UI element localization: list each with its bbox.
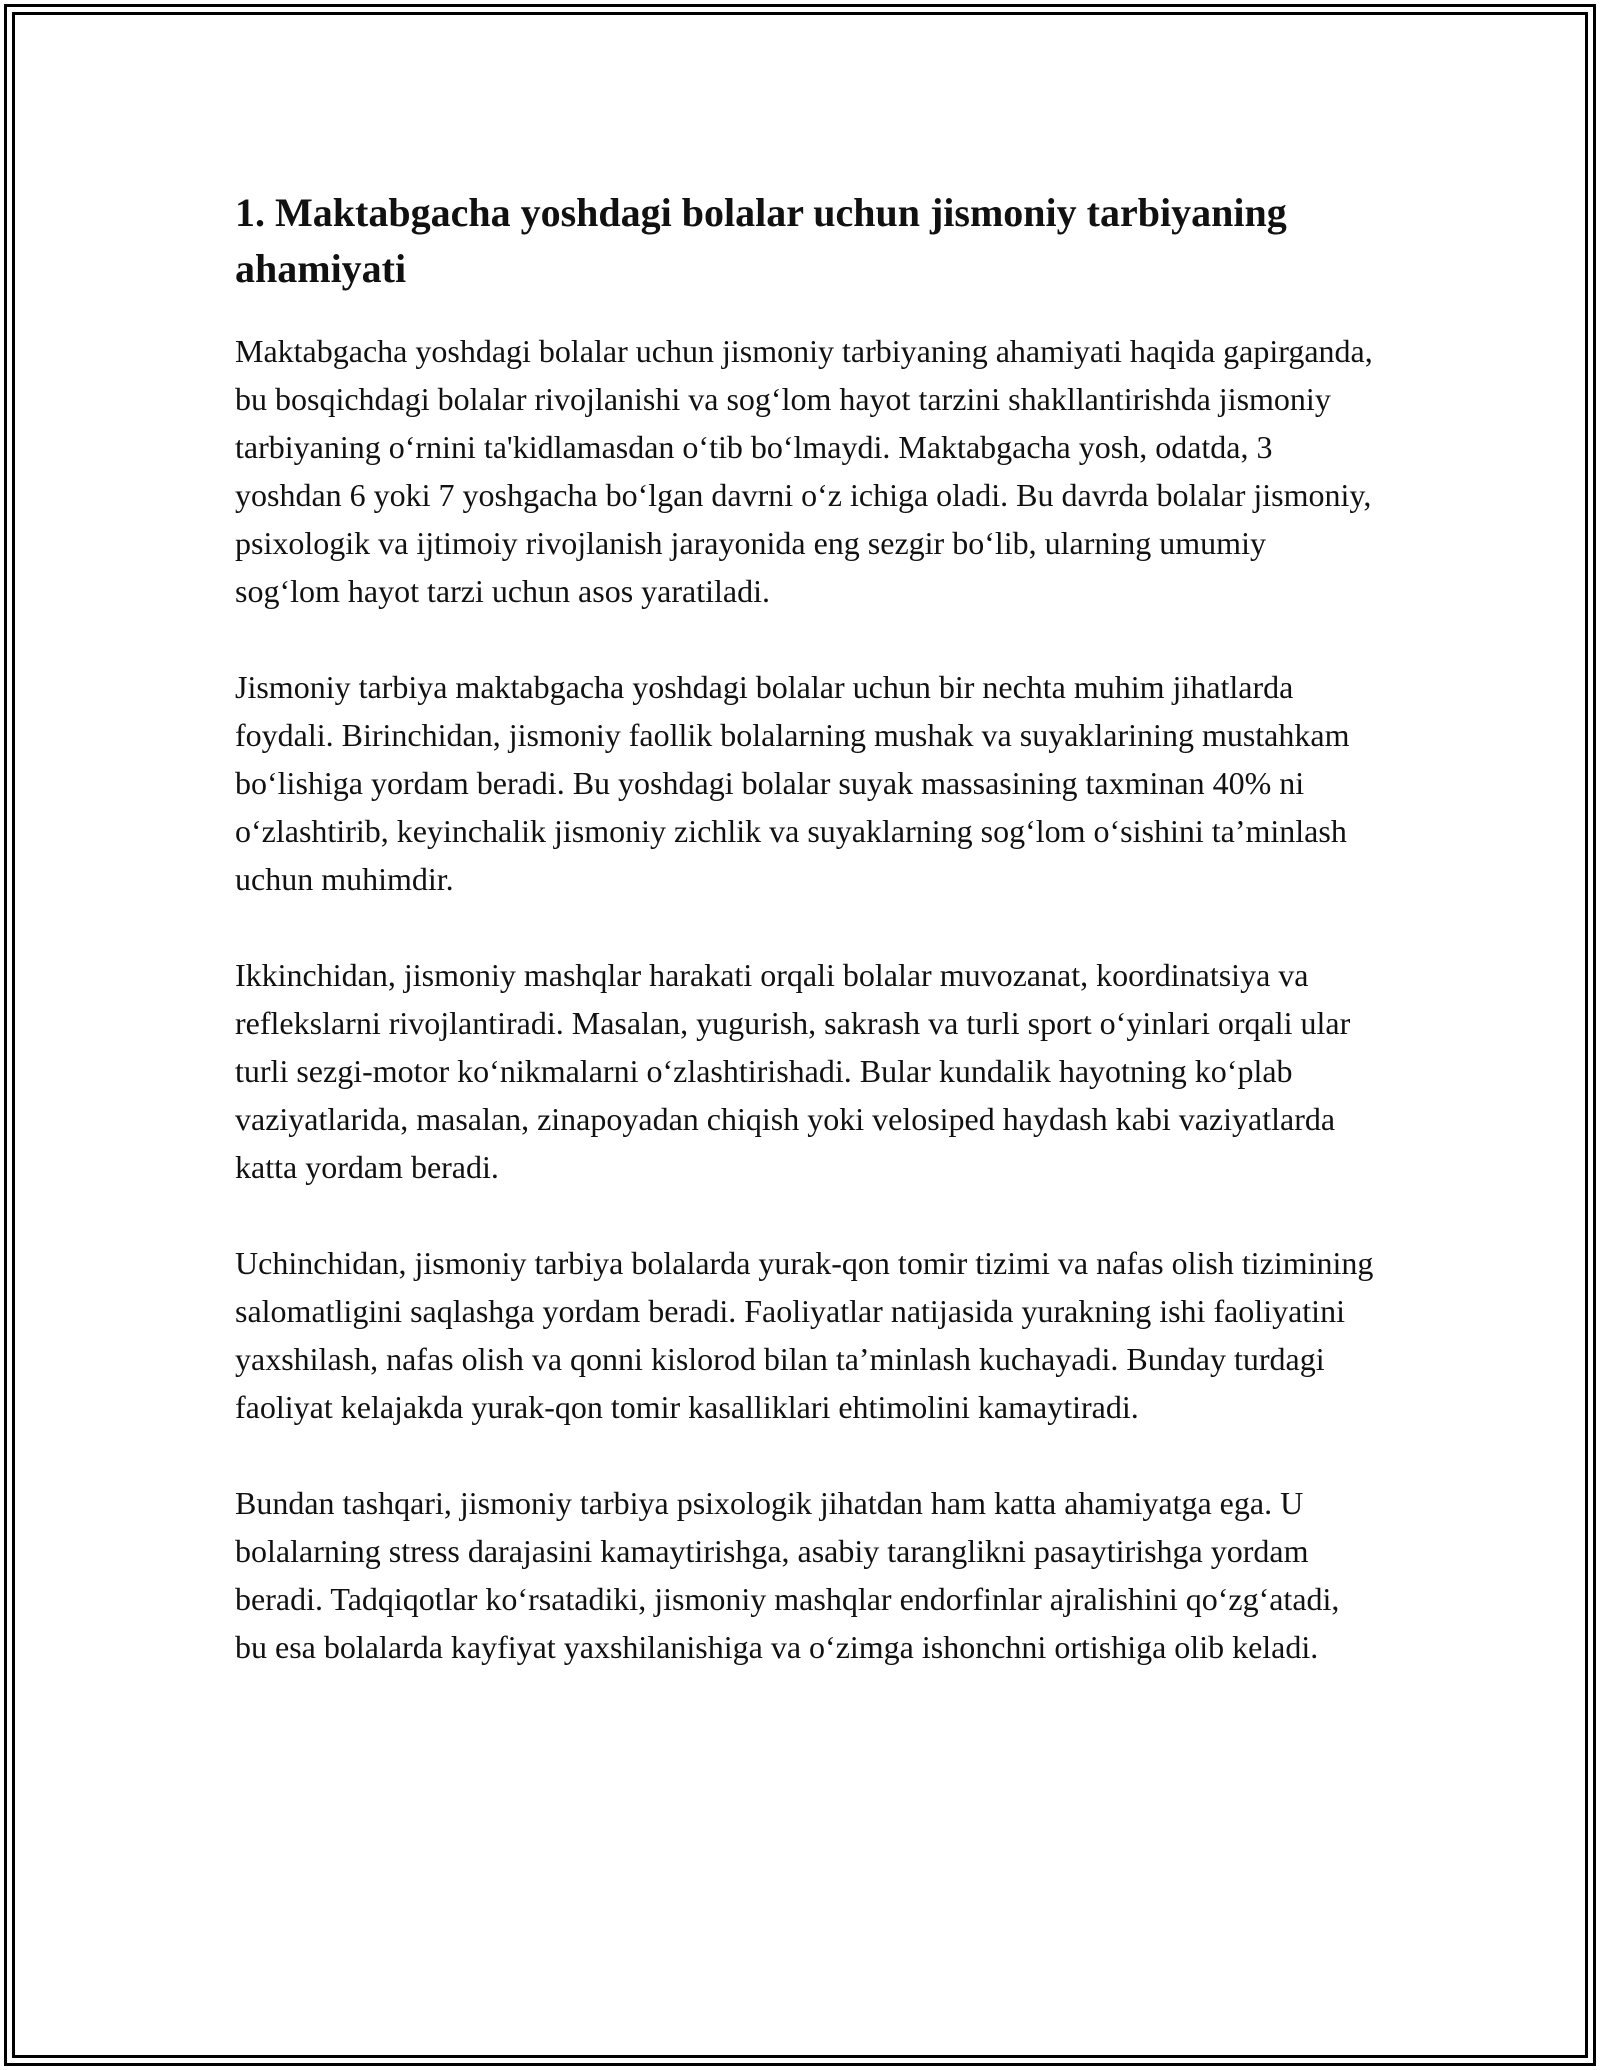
paragraph-3: Ikkinchidan, jismoniy mashqlar harakati orqali bolalar muvozanat, koordinatsiya va reflekslarni rivojlantiradi. Masalan, yugurish, sakrash va turli sport o‘yinlari orqali ular turli sezgi-motor ko‘nikmalarni o‘zlashtirishadi. Bular kundalik hayotning ko‘plab vaziyatlarida, masalan, zinapoyadan chiqish yoki velosiped haydash kabi vaziyatlarda katta yordam beradi.: [235, 957, 1351, 1185]
paragraph-4: Uchinchidan, jismoniy tarbiya bolalarda yurak-qon tomir tizimi va nafas olish tizimining salomatligini saqlashga yordam beradi. Faoliyatlar natijasida yurakning ishi faoliyatini yaxshilash, nafas olish va qonni kislorod bilan ta’minlash kuchayadi. Bunday turdagi faoliyat kelajakda yurak-qon tomir kasalliklari ehtimolini kamaytiradi.: [235, 1245, 1374, 1425]
section-heading: 1. Maktabgacha yoshdagi bolalar uchun jismoniy tarbiyaning ahamiyati: [235, 190, 1287, 291]
paragraph-1: Maktabgacha yoshdagi bolalar uchun jismoniy tarbiyaning ahamiyati haqida gapirganda, bu bosqichdagi bolalar rivojlanishi va sog‘lom hayot tarzini shakllantirishda jismoniy tarbiyaning o‘rnini ta'kidlamasdan o‘tib bo‘lmaydi. Maktabgacha yosh, odatda, 3 yoshdan 6 yoki 7 yoshgacha bo‘lgan davrni o‘z ichiga oladi. Bu davrda bolalar jismoniy, psixologik va ijtimoiy rivojlanish jarayonida eng sezgir bo‘lib, ularning umumiy sog‘lom hayot tarzi uchun asos yaratiladi.: [235, 333, 1373, 609]
paragraph-5: Bundan tashqari, jismoniy tarbiya psixologik jihatdan ham katta ahamiyatga ega. U bolalarning stress darajasini kamaytirishga, asabiy taranglikni pasaytirishga yordam beradi. Tadqiqotlar ko‘rsatadiki, jismoniy mashqlar endorfinlar ajralishini qo‘zg‘atadi, bu esa bolalarda kayfiyat yaxshilanishiga va o‘zimga ishonchni ortishiga olib keladi.: [235, 1485, 1340, 1665]
paragraph-2: Jismoniy tarbiya maktabgacha yoshdagi bolalar uchun bir nechta muhim jihatlarda foydali. Birinchidan, jismoniy faollik bolalarning mushak va suyaklarining mustahkam bo‘lishiga yordam beradi. Bu yoshdagi bolalar suyak massasining taxminan 40% ni o‘zlashtirib, keyinchalik jismoniy zichlik va suyaklarning sog‘lom o‘sishini ta’minlash uchun muhimdir.: [235, 669, 1350, 897]
document-body: [235, 185, 1375, 1719]
